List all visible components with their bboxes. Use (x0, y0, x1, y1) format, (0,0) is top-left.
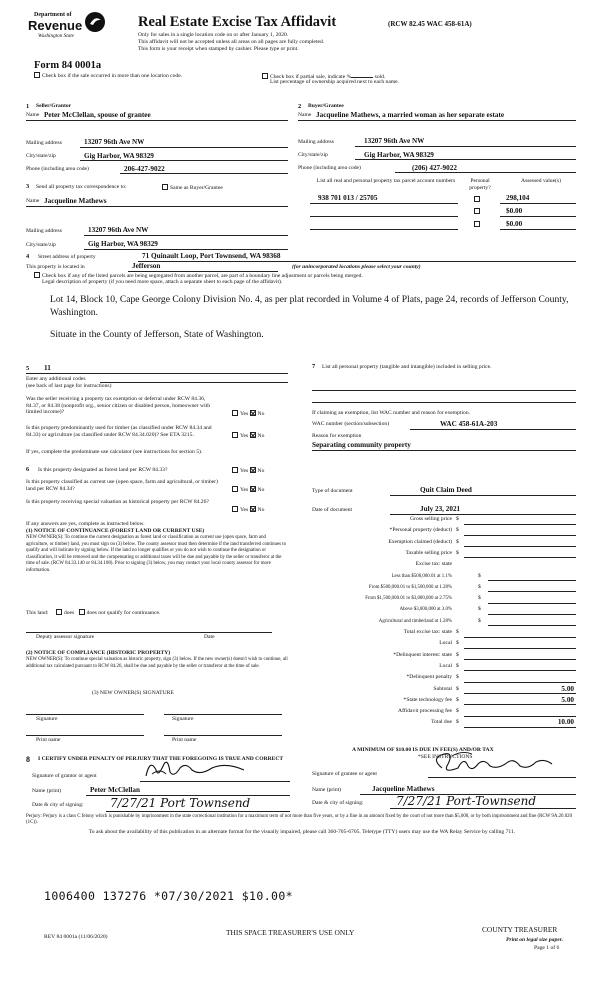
additional-codes-label: Enter any additional codes (26, 376, 86, 382)
grantor-signature[interactable] (140, 756, 256, 782)
s6-q3-options[interactable] (232, 506, 264, 514)
multi-location-checkbox[interactable] (34, 72, 40, 78)
doc-date[interactable]: July 23, 2021 (420, 505, 461, 513)
does-checkbox[interactable] (56, 609, 62, 615)
section7-num: 7 (312, 363, 316, 370)
personal-property-checkbox[interactable] (474, 221, 480, 227)
grantor-name-print[interactable]: Peter McClellan (90, 786, 140, 794)
sold-label: sold. (374, 74, 386, 80)
notice1-title: (1) NOTICE OF CONTINUANCE (FOREST LAND OR CURRENT USE) (26, 528, 205, 534)
street-label: Street address of property (38, 254, 96, 260)
owner-signature-label-1: Signature (36, 716, 58, 722)
grantor-sig-label: Signature of grantor or agent (32, 773, 97, 779)
partial-sale-checkbox[interactable] (262, 73, 268, 79)
s5-q1-options[interactable] (232, 410, 264, 418)
dor-logo (24, 10, 110, 52)
treasurer-stamp: 1006400 137276 *07/30/2021 $10.00* (44, 889, 294, 903)
dor-emblem-icon (84, 11, 106, 33)
dollar-sign: $ (456, 685, 459, 692)
dollar-sign: $ (456, 527, 459, 534)
dollar-sign: $ (456, 696, 459, 703)
does-label: does (63, 610, 75, 616)
doc-type-label: Type of document (312, 488, 353, 494)
see-back-label: (see back of last page for instructions) (26, 383, 112, 389)
certify-statement: I CERTIFY UNDER PENALTY OF PERJURY THAT THE FOREGOING IS TRUE AND CORRECT (38, 756, 284, 762)
seller-name-label: Name (26, 112, 40, 118)
tax-row-value[interactable]: 5.00 (561, 684, 574, 693)
tax-row-label: Subtotal (433, 685, 452, 692)
tax-row-label: Excise tax: state (415, 561, 452, 568)
wac-number[interactable]: WAC 458-61A-203 (440, 420, 498, 428)
deputy-sig-label: Deputy assessor signature (36, 634, 95, 640)
header-note-3: This form is your receipt when stamped by cashier. Please type or print. (138, 46, 299, 52)
buyer-num: 2 (298, 103, 302, 110)
dollar-sign: $ (478, 583, 481, 590)
buyer-city-label: City/state/zip (298, 152, 328, 158)
multi-location-label: Check box if the sale occurred in more than one location code. (42, 73, 183, 79)
notice2-title: (2) NOTICE OF COMPLIANCE (HISTORIC PROPERTY) (26, 650, 171, 656)
grantee-name-label: Name (print) (312, 787, 342, 793)
property-county[interactable]: Jefferson (132, 262, 161, 270)
s6-q2-no-checkbox[interactable] (250, 486, 256, 492)
section5-code[interactable]: 11 (44, 364, 51, 372)
grantor-date-city[interactable]: 7/27/21 Port Townsend (110, 796, 251, 810)
parcel-value[interactable]: $0.00 (506, 207, 523, 215)
s6-q1-options[interactable] (232, 467, 264, 475)
see-instructions-note: *SEE INSTRUCTIONS (418, 754, 473, 760)
s6-q3-yes-checkbox[interactable] (232, 506, 238, 512)
buyer-mailing[interactable]: 13207 96th Ave NW (364, 137, 425, 145)
deputy-date-label: Date (204, 634, 215, 640)
s6-q2-yes-checkbox[interactable] (232, 486, 238, 492)
county-treasurer: COUNTY TREASURER (482, 925, 558, 934)
s5-q2-yes-label: Yes (240, 433, 249, 439)
tax-row-value[interactable]: 10.00 (557, 718, 574, 727)
seller-name[interactable]: Peter McClellan, spouse of grantee (44, 111, 151, 119)
s5-q1-no-checkbox[interactable] (250, 410, 256, 416)
personal-property-label: List all personal property (tangible and intangible) included in selling price. (322, 364, 492, 370)
legal-situate[interactable]: Situate in the County of Jefferson, State of Washington. (50, 329, 264, 340)
dollar-sign: $ (456, 538, 459, 545)
dollar-sign: $ (478, 572, 481, 579)
seller-phone-label: Phone (including area code) (26, 166, 89, 172)
dor-logo-revenue: Revenue (28, 18, 83, 33)
s6-q3-no-checkbox[interactable] (250, 506, 256, 512)
corr-name-label: Name (26, 198, 40, 204)
corr-num: 3 (26, 183, 30, 190)
tax-row-label: Less than $500,000.01 at 1.1% (391, 573, 452, 579)
tax-row-label: Affidavit processing fee (398, 708, 452, 715)
corr-name[interactable]: Jacqueline Mathews (44, 197, 107, 205)
tax-row-label: *State technology fee (403, 696, 452, 703)
tax-row-label: *Personal property (deduct) (389, 527, 452, 534)
s5-q1-yes-checkbox[interactable] (232, 410, 238, 416)
tax-row-label: Above $3,000,000 at 3.0% (399, 607, 452, 613)
dollar-sign: $ (456, 640, 459, 647)
section5-num: 5 (26, 365, 30, 372)
s6-q1-yes-checkbox[interactable] (232, 467, 238, 473)
s6-q1-yes-label: Yes (240, 468, 249, 474)
grantee-name-print[interactable]: Jacqueline Mathews (372, 785, 435, 793)
buyer-mailing-label: Mailing address (298, 139, 334, 145)
section6-num: 6 (26, 466, 30, 473)
corr-mailing-label: Mailing address (26, 228, 62, 234)
parcel-value[interactable]: 298,104 (506, 194, 530, 202)
tax-row-label: Agricultural and timberland at 1.28% (378, 618, 452, 624)
dollar-sign: $ (456, 662, 459, 669)
partial-sale-label: Check box if partial sale, indicate % (270, 74, 352, 80)
parcels-col-header-3: Assessed value(s) (521, 178, 561, 184)
notice2-body: NEW OWNER(S): To continue special valuation as historic property, sign (3) below. If the new owner(s) doesn't wish to continue, all additional tax calculated pursuant to RCW 84.26, shall be due and payable by the seller or transferor at the time of sale. (26, 657, 288, 669)
dollar-sign: $ (478, 595, 481, 602)
dor-logo-dept: Department of (34, 12, 72, 18)
check-multi-location[interactable] (34, 72, 182, 80)
reason-label: Reason for exemption (312, 433, 362, 439)
corr-heading: Send all property tax correspondence to: (36, 184, 127, 190)
parcel-value[interactable]: $0.00 (506, 220, 523, 228)
parcels-col-header-2: Personal property? (469, 178, 491, 191)
unincorporated-note: (for unincorporated locations please select your county) (292, 264, 421, 270)
s6-q2-options[interactable] (232, 486, 264, 494)
doc-date-label: Date of document (312, 507, 353, 513)
grantor-name-label: Name (print) (32, 788, 62, 794)
same-as-buyer-label: Same as Buyer/Grantee (170, 185, 223, 191)
located-label: This property is located in (26, 264, 85, 270)
grantee-signature[interactable] (428, 748, 568, 778)
s6-q3-no-label: No (257, 507, 265, 513)
property-num: 4 (26, 253, 30, 260)
grantee-sig-label: Signature of grantee or agent (312, 771, 377, 777)
grantee-date-city[interactable]: 7/27/21 Port-Townsend (396, 794, 537, 808)
exemption-reason[interactable]: Separating community property (312, 441, 411, 449)
tax-row-label: Gross selling price (410, 516, 452, 522)
wac-label: WAC number (section/subsection) (312, 421, 390, 427)
dollar-sign: $ (456, 674, 459, 681)
section8-num: 8 (26, 755, 30, 764)
tax-row-label: Taxable selling price (405, 549, 452, 556)
dollar-sign: $ (456, 719, 459, 726)
tax-row-label: Local (439, 640, 452, 647)
tax-row-label: *Delinquent interest: state (393, 651, 452, 658)
seller-mailing-label: Mailing address (26, 140, 62, 146)
legal-size-note: Print on legal size paper. (506, 937, 564, 943)
minimum-due-note: A MINIMUM OF $10.00 IS DUE IN FEE(S) AND/OR TAX (352, 747, 494, 753)
tax-row-label: From $1,500,000.01 to $3,000,000 at 2.75% (365, 596, 452, 602)
s6-q3-yes-label: Yes (240, 507, 249, 513)
s5-q3: If yes, complete the predominate use calculator (see instructions for section 5). (26, 449, 203, 455)
does-not-label: does not qualify for continuance. (86, 610, 161, 616)
same-as-buyer-checkbox[interactable] (162, 184, 168, 190)
s6-q1: Is this property designated as forest land per RCW 84.33? (38, 467, 168, 473)
tax-row-label: Exemption claimed (deduct) (388, 538, 452, 545)
form-title: Real Estate Excise Tax Affidavit (138, 14, 337, 30)
does-not-checkbox[interactable] (79, 609, 85, 615)
dollar-sign: $ (456, 651, 459, 658)
s5-q2-yes-checkbox[interactable] (232, 432, 238, 438)
s6-q2: Is this property classified as current use (open space, farm and agricultural, or timber) land per RCW 84.34? (26, 479, 218, 492)
corr-city-label: City/state/zip (26, 242, 56, 248)
additional-codes-field[interactable] (100, 382, 288, 383)
tax-row-label: From $500,000.01 to $1,500,000 at 1.28% (368, 584, 452, 590)
s5-q2-options[interactable] (232, 432, 264, 440)
list-percentage-note: List percentage of ownership acquired next to each name. (270, 79, 400, 85)
corr-same-option[interactable] (162, 184, 223, 192)
alternate-format-note: To ask about the availability of this publication in an alternate format for the visually impaired, please call 360-705-6705. Teletype (TTY) users may use the WA Relay Service by calling 711. (88, 829, 516, 835)
parcels-col-header-1: List all real and personal property tax parcel account numbers (316, 178, 456, 184)
legal-desc-label: Legal description of property (if you need more space, attach a separate sheet to each page of the affidavit). (42, 279, 283, 285)
this-land-line (26, 609, 160, 617)
header-note-1: Only for sales in a single location code on or after January 1, 2020. (138, 32, 289, 38)
buyer-phone-label: Phone (including area code) (298, 165, 361, 171)
seller-phone[interactable]: 206-427-9022 (124, 165, 165, 173)
segregation-checkbox[interactable] (34, 272, 40, 278)
segregation-label: Check box if any of the listed parcels are being segregated from another parcel, are part of a boundary line adjustment or parcels being merged. (42, 273, 363, 279)
notice1-body: NEW OWNER(S): To continue the current designation as forest land or classification as current use (open space, farm and agriculture, or timber) land, you must sign on (3) below. The county assessor must then determine if the land transferred continues to qualify and will indicate by signing below. If the land no longer qualifies or you do not wish to continue the designation or classification, it will be removed and the compensating or additional taxes will be due and payable by the seller or transferor at the time of sale. (RCW 84.33.140 or 84.34.108). Prior to signing (3) below, you may contact your local county assessor for more information. (26, 535, 287, 573)
seller-city-label: City/state/zip (26, 153, 56, 159)
owner-print-name-2: Print name (172, 737, 197, 743)
seller-mailing[interactable]: 13207 96th Ave NW (84, 138, 145, 146)
s6-q1-no-checkbox[interactable] (250, 467, 256, 473)
header-note-2: This affidavit will not be accepted unless all areas on all pages are fully completed. (138, 39, 325, 45)
page-number: Page 1 of 6 (534, 945, 560, 951)
s5-q2: Is this property predominantly used for timber (as classified under RCW 84.34 and 84.33) or agriculture (as classified under RCW 84.34.020)? See ETA 3215. (26, 425, 212, 438)
dollar-sign: $ (456, 629, 459, 635)
buyer-phone[interactable]: (206) 427-9022 (412, 164, 457, 172)
tax-row-label: Total due (431, 719, 452, 726)
dollar-sign: $ (456, 549, 459, 556)
s6-q2-no-label: No (257, 487, 265, 493)
buyer-name[interactable]: Jacqueline Mathews, a married woman as her separate estate (316, 111, 505, 119)
seller-num: 1 (26, 103, 30, 110)
s6-q1-no-label: No (257, 468, 265, 474)
tax-row-label: Local (439, 662, 452, 669)
property-street[interactable]: 71 Quinault Loop, Port Townsend, WA 98368 (142, 252, 281, 260)
s6-if-yes: If any answers are yes, complete as instructed below. (26, 521, 145, 527)
partial-percent-field[interactable] (351, 72, 373, 78)
s5-q1-yes-label: Yes (240, 411, 249, 417)
doc-type[interactable]: Quit Claim Deed (420, 486, 472, 494)
legal-description[interactable]: Lot 14, Block 10, Cape George Colony Division No. 4, as per plat recorded in Volume 4 of Plats, page 24, records of Jefferson County, Washington. (50, 294, 569, 318)
this-land-label: This land: (26, 610, 49, 616)
dor-logo-state: Washington State (38, 33, 74, 39)
new-owner-sig-title: (3) NEW OWNER(S) SIGNATURE (92, 690, 174, 696)
parcel-number[interactable]: 938 701 013 / 25705 (318, 194, 378, 202)
personal-property-checkbox[interactable] (474, 196, 480, 202)
corr-mailing[interactable]: 13207 96th Ave NW (88, 226, 149, 234)
perjury-notice: Perjury: Perjury is a class C felony which is punishable by imprisonment in the state correctional institution for a maximum term of not more than five years, or by a fine in an amount fixed by the court of not more than $5,000, or by both imprisonment and fine (RCW 9A.20.020 (1C)). (26, 814, 573, 826)
revision-number: REV 84 0001a (11/06/2020) (44, 934, 108, 940)
buyer-name-label: Name (298, 112, 312, 118)
form-title-ref: (RCW 82.45 WAC 458-61A) (388, 20, 472, 28)
tax-row-label: Total excise tax: state (403, 629, 452, 635)
tax-row-value[interactable]: 5.00 (561, 695, 574, 704)
owner-print-name-1: Print name (36, 737, 61, 743)
s5-q1: Was the seller receiving a property tax exemption or deferral under RCW 84.36, 84.37, or 84.38 (nonprofit org., senior citizen or disabled person, homeowner with limited income)? (26, 396, 210, 416)
s5-q2-no-label: No (257, 433, 265, 439)
s5-q2-no-checkbox[interactable] (250, 432, 256, 438)
tax-row-label: *Delinquent penalty (406, 674, 452, 681)
dollar-sign: $ (478, 617, 481, 624)
dollar-sign: $ (456, 708, 459, 715)
grantee-date-label: Date & city of signing: (312, 800, 364, 806)
owner-signature-label-2: Signature (172, 716, 194, 722)
seller-heading: Seller/Grantor (36, 103, 72, 109)
treasurer-use-only: THIS SPACE TREASURER'S USE ONLY (226, 928, 355, 937)
seller-city[interactable]: Gig Harbor, WA 98329 (84, 152, 154, 160)
buyer-heading: Buyer/Grantee (308, 103, 344, 109)
exemption-claim-label: If claiming an exemption, list WAC number and reason for exemption. (312, 410, 471, 416)
grantor-date-label: Date & city of signing: (32, 802, 84, 808)
dollar-sign: $ (456, 516, 459, 522)
buyer-city[interactable]: Gig Harbor, WA 98329 (364, 151, 434, 159)
personal-property-checkbox[interactable] (474, 208, 480, 214)
dollar-sign: $ (478, 606, 481, 613)
s6-q2-yes-label: Yes (240, 487, 249, 493)
corr-city[interactable]: Gig Harbor, WA 98329 (88, 240, 158, 248)
form-number: Form 84 0001a (34, 60, 102, 71)
s5-q1-no-label: No (257, 411, 265, 417)
s6-q3: Is this property receiving special valuation as historical property per RCW 84.26? (26, 499, 209, 505)
